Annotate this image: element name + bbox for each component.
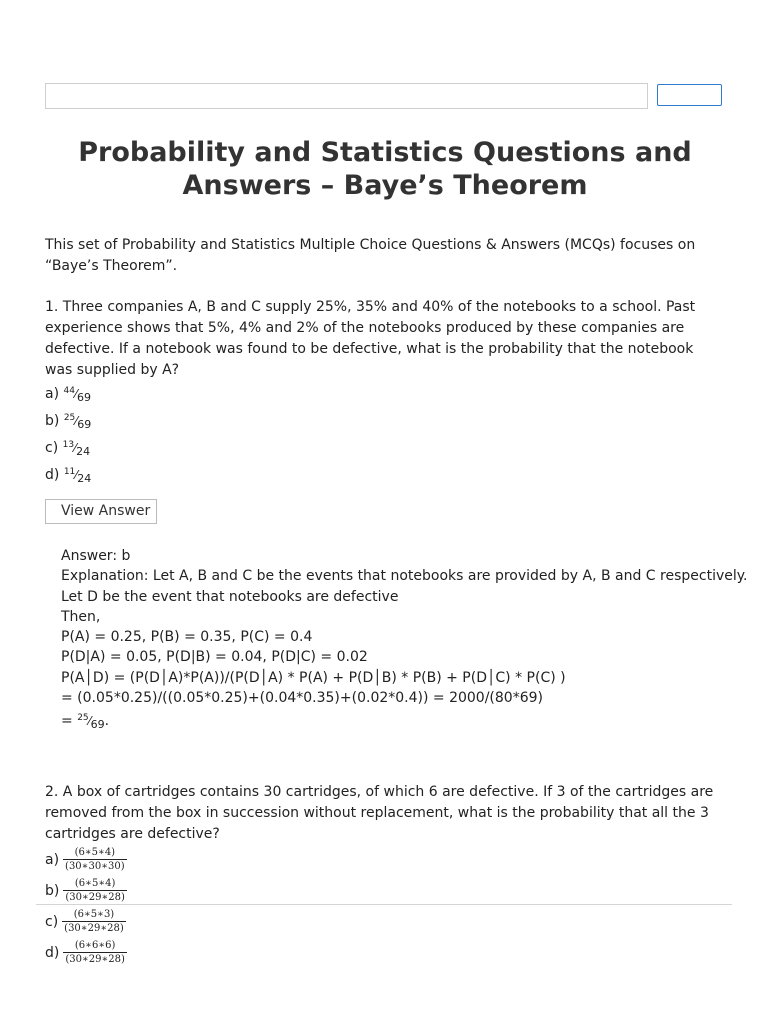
question-1-option-c: c) $^{13}⁄_{24}$ <box>45 440 91 458</box>
question-1-option-d: d) $^{11}⁄_{24}$ <box>45 467 92 485</box>
intro-text: This set of Probability and Statistics Multiple Choice Questions & Answers (MCQs) focuses on “Baye’s Theorem”. <box>45 237 696 274</box>
answer-line: Then, <box>61 608 101 625</box>
answer-line: = (0.05*0.25)/((0.05*0.25)+(0.04*0.35)+(0.02*0.4)) = 2000/(80*69) <box>61 690 543 707</box>
answer-panel <box>61 546 748 736</box>
answer-line: Explanation: Let A, B and C be the events that notebooks are provided by A, B and C respectively. <box>61 568 748 585</box>
question-1-option-b: b) $^{25}⁄_{69}$ <box>45 413 92 431</box>
question-1 <box>45 297 748 736</box>
bottom-divider <box>36 904 732 905</box>
answer-final: = $^{25}⁄_{69}$. <box>61 713 110 732</box>
question-2-option-d: d) $\frac{(6∗6∗6)}{(30∗29∗28)}$ <box>45 940 125 966</box>
question-1-option-a: a) $^{44}⁄_{69}$ <box>45 386 91 404</box>
page-title-line-1: Probability and Statistics Questions and <box>78 137 692 168</box>
answer-line: P(A│D) = (P(D│A)*P(A))/(P(D│A) * P(A) + P(D│B) * P(B) + P(D│C) * P(C) ) <box>61 669 566 686</box>
page-title-line-2: Answers – Baye’s Theorem <box>182 170 588 201</box>
answer-line: P(D|A) = 0.05, P(D|B) = 0.04, P(D|C) = 0.02 <box>61 649 368 666</box>
question-2-text: 2. A box of cartridges contains 30 cartridges, of which 6 are defective. If 3 of the cartridges are removed from the box in succession without replacement, what is the probability that all the 3 cartridges are defective? <box>45 783 714 842</box>
search-input[interactable] <box>45 83 648 109</box>
page-title <box>45 136 725 202</box>
search-bar <box>45 83 725 109</box>
article <box>45 136 748 966</box>
question-2-option-b: b) $\frac{(6∗5∗4)}{(30∗29∗28)}$ <box>45 878 125 904</box>
answer-line: Answer: b <box>61 548 131 564</box>
question-2-option-a: a) $\frac{(6∗5∗4)}{(30∗30∗30)}$ <box>45 847 125 873</box>
view-answer-button[interactable]: View Answer <box>45 499 157 524</box>
question-2 <box>45 782 725 969</box>
question-2-option-c: c) $\frac{(6∗5∗3)}{(30∗29∗28)}$ <box>45 909 124 935</box>
answer-line: Let D be the event that notebooks are defective <box>61 588 399 605</box>
answer-line: P(A) = 0.25, P(B) = 0.35, P(C) = 0.4 <box>61 629 313 646</box>
search-button[interactable] <box>657 84 722 106</box>
question-1-text: 1. Three companies A, B and C supply 25%, 35% and 40% of the notebooks to a school. Past experience shows that 5%, 4% and 2% of the notebooks produced by these companies are defective. If a notebook was found to be defective, what is the probability that the notebook was supplied by A? <box>45 299 696 378</box>
